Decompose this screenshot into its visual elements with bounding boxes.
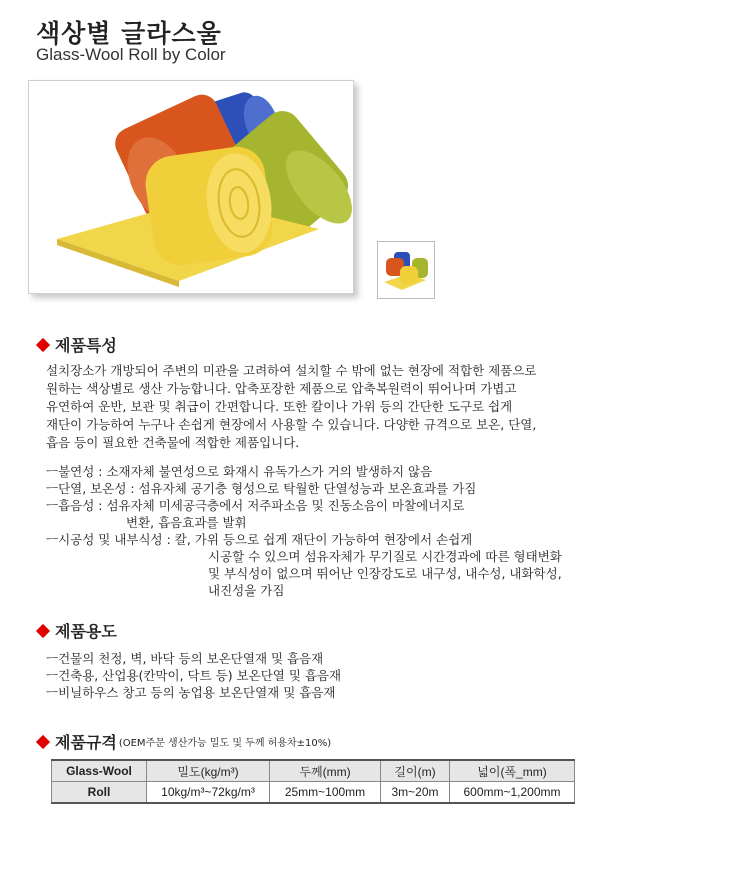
features-line: 설치장소가 개방되어 주변의 미관을 고려하여 설치할 수 밖에 없는 현장에 적합한 제품으로 bbox=[46, 363, 537, 378]
red-diamond-icon bbox=[36, 734, 50, 748]
list-item: ㅡ단열, 보온성 : 섬유자체 공기층 형성으로 탁월한 단열성능과 보온효과를 가짐 bbox=[46, 481, 477, 496]
table-cell: 3m~20m bbox=[381, 782, 450, 804]
list-item: ㅡ건축용, 산업용(칸막이, 닥트 등) 보온단열 및 흡음재 bbox=[46, 668, 342, 683]
list-item: ㅡ비닐하우스 창고 등의 농업용 보온단열재 및 흡음재 bbox=[46, 685, 336, 700]
usage-heading bbox=[36, 619, 117, 642]
spec-heading-label: 제품규격 bbox=[55, 733, 117, 752]
table-cell: 10kg/m³~72kg/m³ bbox=[147, 782, 270, 804]
list-item-continuation: 시공할 수 있으며 섬유자체가 무기질로 시간경과에 따른 형태변화 bbox=[208, 549, 562, 564]
spec-table bbox=[51, 759, 575, 804]
product-thumbnail[interactable] bbox=[377, 241, 435, 299]
row-label: Roll bbox=[52, 782, 147, 804]
page-title: 색상별 글라스울 bbox=[36, 19, 222, 48]
table-cell: 600mm~1,200mm bbox=[450, 782, 575, 804]
list-item-continuation: 내진성을 가짐 bbox=[208, 583, 285, 598]
column-header: 넓이(폭_mm) bbox=[450, 760, 575, 782]
list-item: ㅡ흡음성 : 섬유자체 미세공극층에서 저주파소음 및 진동소음이 마찰에너지로 bbox=[46, 498, 465, 513]
features-heading bbox=[36, 333, 117, 356]
list-item: ㅡ건물의 천정, 벽, 바닥 등의 보온단열재 및 흡음재 bbox=[46, 651, 324, 666]
thumbnail-rolls-illustration bbox=[378, 242, 434, 298]
features-line: 재단이 가능하여 누구나 손쉽게 현장에서 사용할 수 있습니다. 다양한 규격으로 보온, 단열, bbox=[46, 417, 537, 432]
table-row bbox=[52, 782, 575, 804]
usage-heading-label: 제품용도 bbox=[55, 622, 117, 641]
column-header: 두께(mm) bbox=[270, 760, 381, 782]
features-line: 유연하여 운반, 보관 및 취급이 간편합니다. 또한 칼이나 가위 등의 간단한 도구로 쉽게 bbox=[46, 399, 513, 414]
glass-wool-rolls-illustration bbox=[29, 81, 353, 293]
page-subtitle: Glass-Wool Roll by Color bbox=[36, 45, 226, 64]
spec-note: (OEM주문 생산가능 밀도 및 두께 허용차±10%) bbox=[118, 738, 332, 749]
list-item-continuation: 변환, 흡음효과를 발휘 bbox=[126, 515, 247, 530]
red-diamond-icon bbox=[36, 623, 50, 637]
list-item-continuation: 및 부식성이 없으며 뛰어난 인장강도로 내구성, 내수성, 내화학성, bbox=[208, 566, 562, 581]
product-image bbox=[28, 80, 354, 294]
column-header: 밀도(kg/m³) bbox=[147, 760, 270, 782]
column-header: 길이(m) bbox=[381, 760, 450, 782]
table-cell: 25mm~100mm bbox=[270, 782, 381, 804]
usage-list bbox=[46, 650, 341, 701]
features-heading-label: 제품특성 bbox=[55, 336, 117, 355]
table-header-label: Glass-Wool bbox=[52, 760, 147, 782]
features-description bbox=[46, 362, 666, 452]
spec-heading bbox=[36, 730, 331, 753]
features-line: 흡음 등이 필요한 건축물에 적합한 제품입니다. bbox=[46, 435, 300, 450]
features-list bbox=[46, 463, 562, 599]
features-line: 원하는 색상별로 생산 가능합니다. 압축포장한 제품으로 압축복원력이 뛰어나며 가볍고 bbox=[46, 381, 517, 396]
list-item: ㅡ시공성 및 내부식성 : 칼, 가위 등으로 쉽게 재단이 가능하여 현장에서 손쉽게 bbox=[46, 532, 473, 547]
table-header-row bbox=[52, 760, 575, 782]
red-diamond-icon bbox=[36, 337, 50, 351]
list-item: ㅡ불연성 : 소재자체 불연성으로 화재시 유독가스가 거의 발생하지 않음 bbox=[46, 464, 433, 479]
